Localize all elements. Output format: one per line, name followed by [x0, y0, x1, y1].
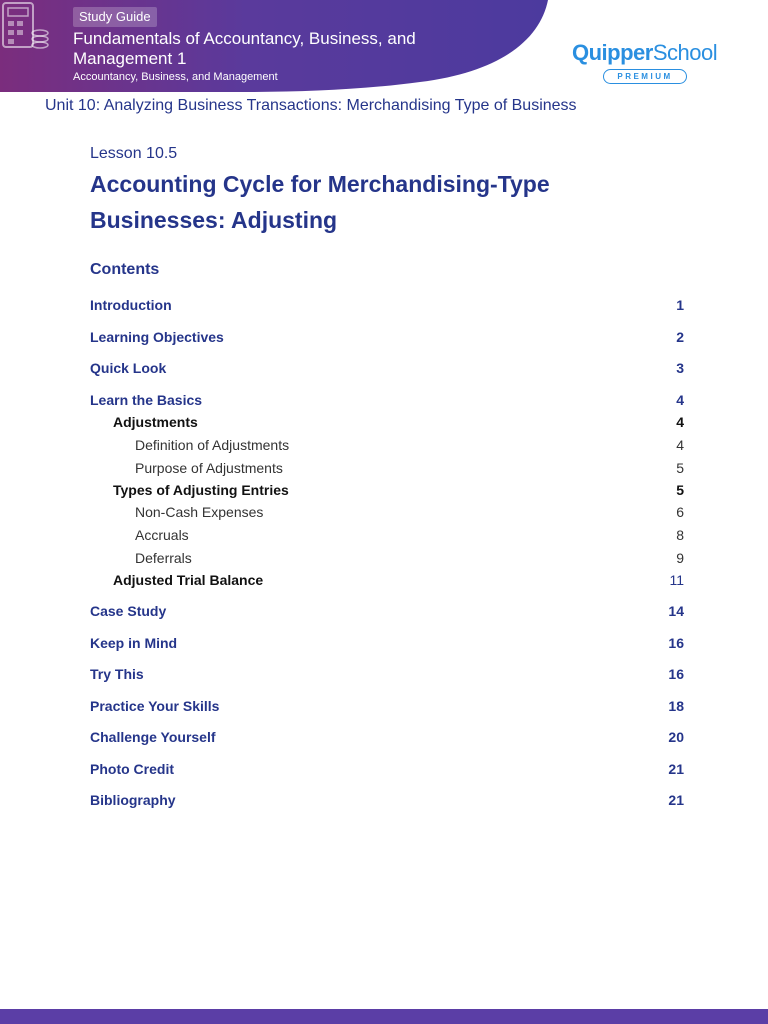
toc-entry-types-of-adjusting-entries[interactable]	[90, 481, 684, 499]
toc-page: 5	[676, 460, 684, 476]
toc-title: Keep in Mind	[90, 635, 178, 651]
toc-entry-adjusted-trial-balance[interactable]	[90, 571, 684, 589]
toc-title: Challenge Yourself	[90, 729, 216, 745]
lesson-title: Accounting Cycle for Merchandising-Type Businesses: Adjusting	[90, 171, 550, 233]
toc-page: 3	[676, 360, 684, 376]
toc-title: Introduction	[90, 297, 172, 313]
toc-title: Photo Credit	[90, 761, 174, 777]
toc-page: 4	[676, 392, 684, 408]
toc-entry-learning-objectives[interactable]	[90, 328, 684, 346]
toc-title: Types of Adjusting Entries	[113, 482, 289, 498]
subject-subtitle: Accountancy, Business, and Management	[73, 71, 278, 83]
toc-title: Adjusted Trial Balance	[113, 572, 264, 588]
toc-page: 5	[676, 482, 684, 498]
study-guide-tag: Study Guide	[73, 7, 157, 27]
logo-wordmark	[572, 40, 732, 66]
toc-title: Accruals	[135, 527, 189, 543]
premium-badge: PREMIUM	[603, 69, 687, 84]
toc-page: 18	[668, 698, 684, 714]
toc-title: Case Study	[90, 603, 167, 619]
toc-entry-try-this[interactable]	[90, 665, 684, 683]
toc-page: 6	[676, 504, 684, 520]
toc-entry-quick-look[interactable]	[90, 359, 684, 377]
toc-title: Practice Your Skills	[90, 698, 220, 714]
toc-entry-learn-the-basics[interactable]	[90, 391, 684, 409]
toc-page: 20	[668, 729, 684, 745]
unit-title: Unit 10: Analyzing Business Transactions: Merchandising Type of Business	[45, 97, 577, 114]
toc-entry-definition-of-adjustments[interactable]	[90, 436, 684, 454]
toc-page: 21	[668, 792, 684, 808]
toc-title: Non-Cash Expenses	[135, 504, 264, 520]
toc-title: Definition of Adjustments	[135, 437, 290, 453]
toc-page: 4	[676, 414, 684, 430]
toc-entry-adjustments[interactable]	[90, 413, 684, 431]
toc-title: Purpose of Adjustments	[135, 460, 283, 476]
calculator-icon	[0, 0, 50, 50]
toc-title: Bibliography	[90, 792, 176, 808]
toc-page: 1	[676, 297, 684, 313]
toc-page: 9	[676, 550, 684, 566]
toc-entry-challenge-yourself[interactable]	[90, 728, 684, 746]
toc-entry-non-cash-expenses[interactable]	[90, 503, 684, 521]
toc-entry-case-study[interactable]	[90, 602, 684, 620]
lesson-number: Lesson 10.5	[90, 145, 178, 162]
toc-page: 4	[676, 437, 684, 453]
toc-entry-accruals[interactable]	[90, 526, 684, 544]
logo-brand-light: School	[652, 40, 718, 65]
toc-title: Quick Look	[90, 360, 167, 376]
toc-entry-practice-your-skills[interactable]	[90, 697, 684, 715]
toc-page: 11	[669, 572, 684, 588]
toc-title: Learn the Basics	[90, 392, 203, 408]
toc-entry-introduction[interactable]	[90, 296, 684, 314]
toc-page: 8	[676, 527, 684, 543]
footer-bar	[0, 1009, 768, 1024]
logo-brand-bold: Quipper	[572, 40, 653, 65]
subject-title: Fundamentals of Accountancy, Business, and Management 1	[73, 29, 416, 68]
toc-page: 16	[668, 666, 684, 682]
toc-page: 16	[668, 635, 684, 651]
toc-entry-bibliography[interactable]	[90, 791, 684, 809]
toc-entry-keep-in-mind[interactable]	[90, 634, 684, 652]
toc-page: 21	[668, 761, 684, 777]
quipper-school-logo	[572, 40, 732, 84]
contents-heading: Contents	[90, 261, 160, 278]
toc-title: Deferrals	[135, 550, 192, 566]
toc-title: Learning Objectives	[90, 329, 224, 345]
toc-page: 2	[676, 329, 684, 345]
toc-title: Try This	[90, 666, 144, 682]
toc-entry-purpose-of-adjustments[interactable]	[90, 459, 684, 477]
toc-page: 14	[668, 603, 684, 619]
toc-title: Adjustments	[113, 414, 198, 430]
toc-entry-photo-credit[interactable]	[90, 760, 684, 778]
toc-entry-deferrals[interactable]	[90, 549, 684, 567]
